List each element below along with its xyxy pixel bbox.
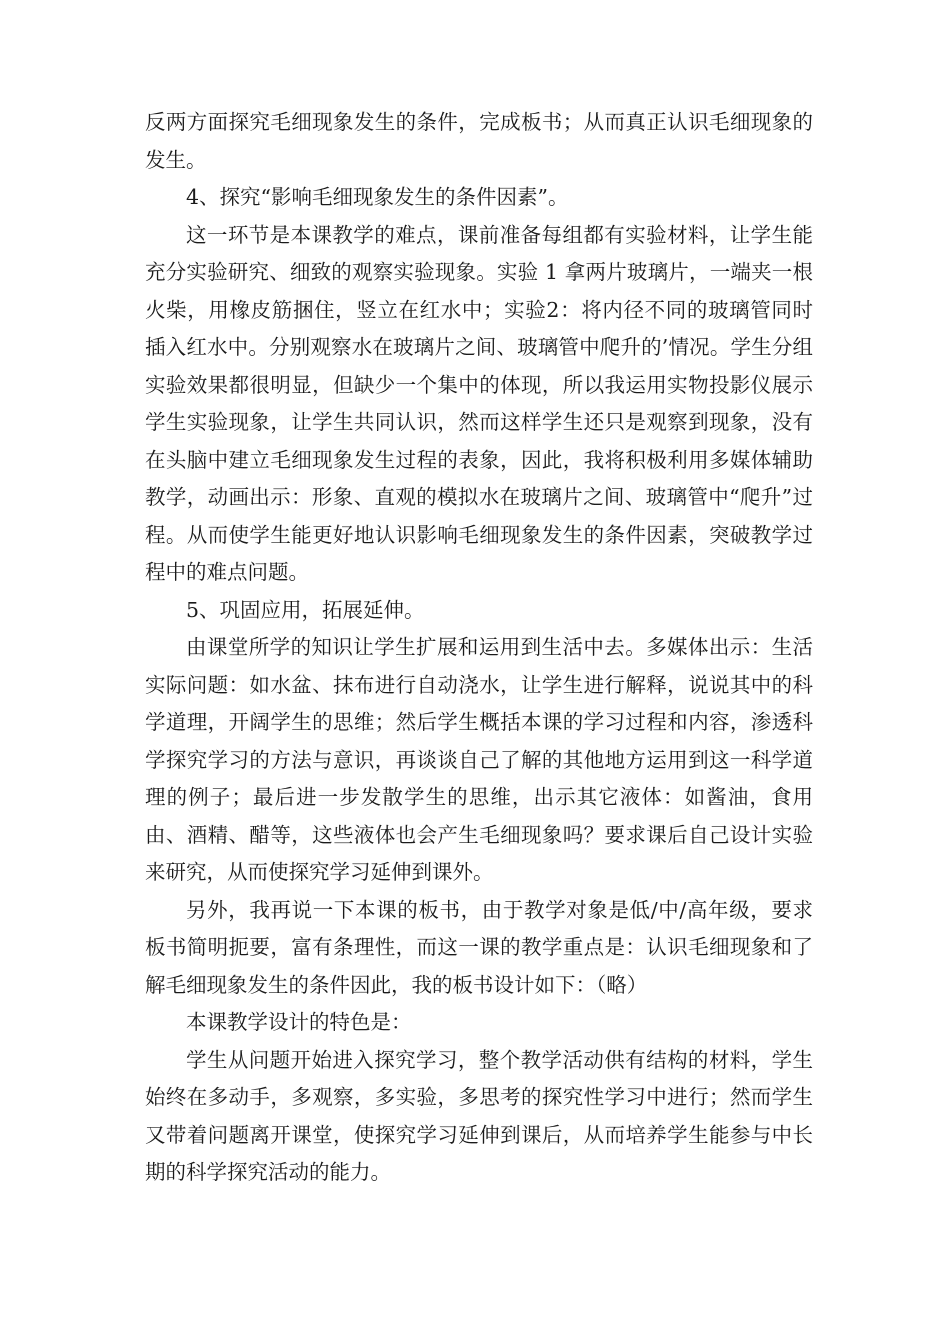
document-page [145,104,813,1192]
paragraph: 本课教学设计的特色是： [186,1010,412,1034]
paragraph: 学生从问题开始进入探究学习，整个教学活动供有结构的材料，学生始终在多动手，多观察，多实验，多思考的探究性学习中进行；然而学生又带着问题离开课堂，使探究学习延伸到课后，从而培养学生能参与中长期的科学探究活动的能力。 [145,1047,813,1184]
paragraph: 4、探究“影响毛细现象发生的条件因素”。 [186,185,569,209]
paragraph: 这一环节是本课教学的难点，课前准备每组都有实验材料，让学生能充分实验研究、细致的观察实验现象。实验 1 拿两片玻璃片，一端夹一根火柴，用橡皮筋捆住，竖立在红水中；实验2：将内径不同的玻璃管同时插入红水中。分别观察水在玻璃片之间、玻璃管中爬升的’情况。学生分组实验效果都很明显，但缺少一个集中的体现，所以我运用实物投影仪展示学生实验现象，让学生共同认识，然而这样学生还只是观察到现象，没有在头脑中建立毛细现象发生过程的表象，因此，我将积极利用多媒体辅助教学，动画出示：形象、直观的模拟水在玻璃片之间、玻璃管中“爬升”过程。从而使学生能更好地认识影响毛细现象发生的条件因素，突破教学过程中的难点问题。 [145,222,813,584]
paragraph: 5、巩固应用，拓展延伸。 [186,597,425,622]
paragraph: 由课堂所学的知识让学生扩展和运用到生活中去。多媒体出示：生活实际问题：如水盆、抹布进行自动浇水，让学生进行解释，说说其中的科学道理，开阔学生的思维；然后学生概括本课的学习过程和内容，渗透科学探究学习的方法与意识，再谈谈自己了解的其他地方运用到这一科学道理的例子；最后进一步发散学生的思维，出示其它液体：如酱油，食用由、酒精、醋等，这些液体也会产生毛细现象吗？要求课后自己设计实验来研究，从而使探究学习延伸到课外。 [145,635,813,884]
paragraph: 反两方面探究毛细现象发生的条件，完成板书；从而真正认识毛细现象的发生。 [145,110,813,172]
paragraph: 另外，我再说一下本课的板书，由于教学对象是低/中/高年级，要求板书简明扼要，富有条理性，而这一课的教学重点是：认识毛细现象和了解毛细现象发生的条件因此，我的板书设计如下：（略） [145,897,813,997]
